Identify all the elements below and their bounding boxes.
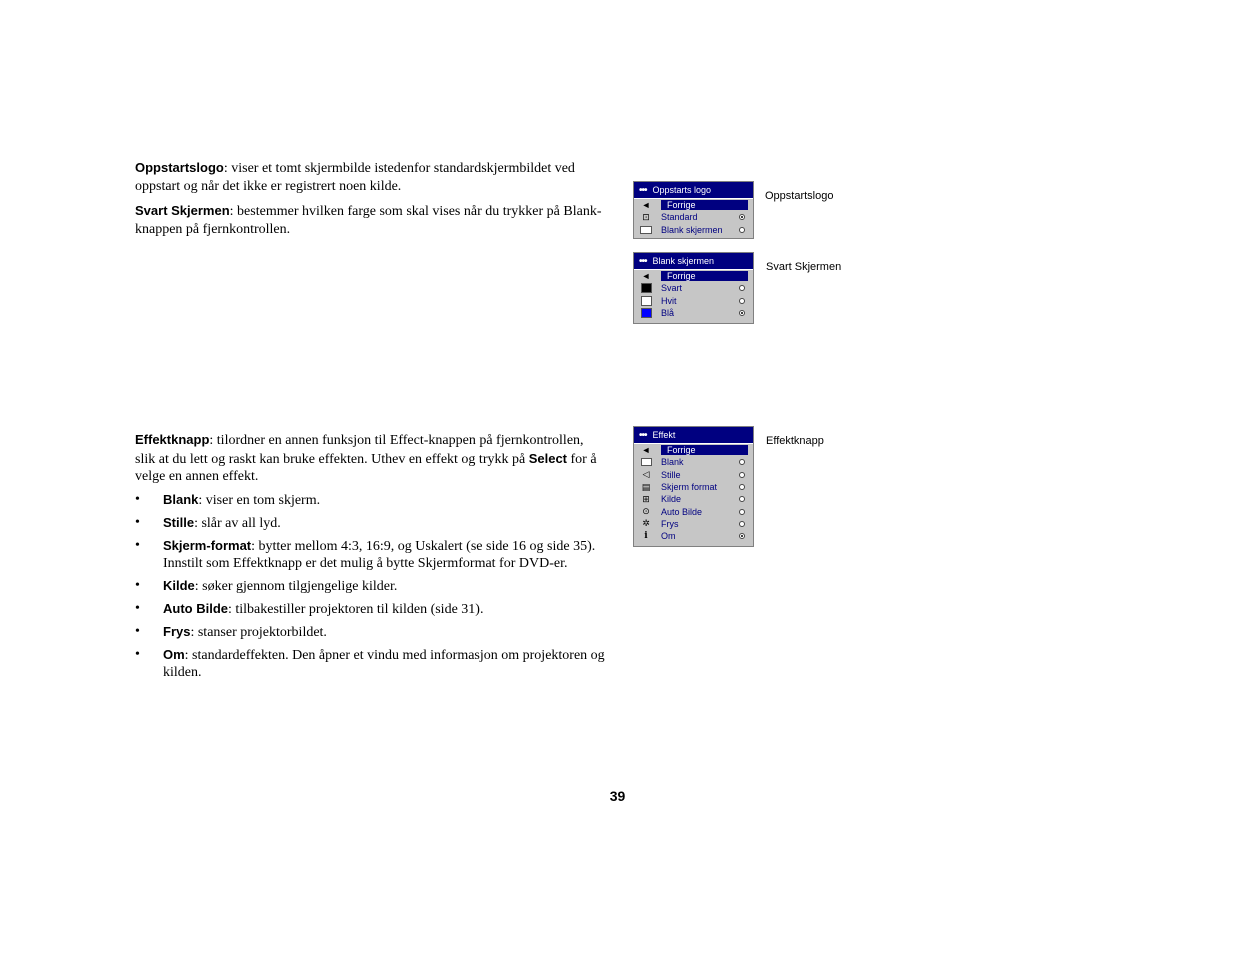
bullet-text: : bytter mellom 4:3, 16:9, og Uskalert (se side 16 og side 35). Innstilt som Effektknapp er det mulig å bytte Skjermformat for DVD-er. [163,539,596,571]
menu-item-om[interactable] [634,530,753,542]
blue-swatch-icon [639,308,653,318]
menu-item-label: Standard [661,212,698,223]
menu-dots-icon: ••• [639,255,647,267]
bullet-text: : viser en tom skjerm. [198,493,321,508]
menu-item-auto-bilde[interactable] [634,505,753,517]
radio-button[interactable] [739,227,745,233]
menu-blank-skjermen [633,252,754,324]
menu-item-label: Svart [661,283,683,294]
menu-title-bar [634,253,753,270]
blank-screen-icon [639,457,653,467]
radio-button[interactable] [739,472,745,478]
radio-button[interactable] [739,459,745,465]
radio-button[interactable] [739,310,745,316]
page-number: 39 [609,788,626,804]
bullet-dot: • [135,647,140,662]
black-swatch-icon [639,283,653,293]
bullet-text: : søker gjennom tilgjengelige kilder. [194,579,398,594]
list-item [135,491,605,509]
radio-button[interactable] [739,298,745,304]
white-swatch-icon [639,296,653,306]
paragraph-effektknapp [135,431,605,486]
menu-item-label: Blank skjermen [661,224,723,235]
menu-title: Effekt [652,430,676,440]
desc-oppstartslogo: : viser et tomt skjermbilde istedenfor standardskjermbildet ved oppstart og når det ikke er registrert noen kilde. [135,161,575,194]
radio-button[interactable] [739,533,745,539]
bullet-term: Kilde [163,578,195,593]
bullet-text: : slår av all lyd. [194,516,281,531]
source-icon: ⊞ [642,493,650,504]
bullet-text: : standardeffekten. Den åpner et vindu med informasjon om projektoren og kilden. [163,648,605,680]
back-arrow-icon: ◄ [641,200,651,211]
info-icon: i [644,531,648,542]
menu-item-label: Stille [661,469,681,480]
list-item [135,623,605,641]
bullet-term: Auto Bilde [163,601,228,616]
menu-item-forrige[interactable] [634,444,753,456]
menu-item-frys[interactable] [634,518,753,530]
bullet-dot: • [135,624,140,639]
radio-button[interactable] [739,521,745,527]
menu-item-label: Blå [661,308,675,319]
caption-svart-skjermen: Svart Skjermen [766,261,842,273]
menu-item-label: Forrige [661,200,748,210]
menu-item-stille[interactable] [634,469,753,481]
bullet-term: Skjerm-format [163,538,252,553]
list-item [135,600,605,618]
radio-button[interactable] [739,285,745,291]
effect-bullet-list [135,491,605,686]
menu-item-label: Hvit [661,295,677,306]
radio-button[interactable] [739,214,745,220]
menu-item-blank-skjermen[interactable] [634,224,753,236]
menu-item-label: Blank [661,457,684,468]
back-arrow-icon: ◄ [641,445,651,456]
bullet-dot: • [135,492,140,507]
menu-item-hvit[interactable] [634,295,753,307]
bullet-term: Blank [163,492,199,507]
menu-item-label: Om [661,531,676,542]
list-item [135,646,605,681]
menu-item-label: Forrige [661,271,748,281]
menu-title: Blank skjermen [652,256,715,266]
blank-screen-icon [639,225,653,235]
network-icon: ⊡ [642,211,650,222]
bullet-dot: • [135,578,140,593]
term-select: Select [528,450,568,466]
menu-item-label: Skjerm format [661,482,718,493]
menu-item-label: Forrige [661,445,748,455]
caption-oppstartslogo: Oppstartslogo [765,190,834,202]
bullet-dot: • [135,538,140,553]
back-arrow-icon: ◄ [641,271,651,282]
radio-button[interactable] [739,484,745,490]
bullet-term: Om [163,647,185,662]
paragraph-svart-skjermen [135,202,605,238]
paragraph-oppstartslogo [135,159,605,195]
screen-format-icon: ▤ [641,481,651,492]
list-item [135,537,605,572]
bullet-term: Stille [163,515,195,530]
term-oppstartslogo: Oppstartslogo [135,160,224,175]
radio-button[interactable] [739,496,745,502]
bullet-dot: • [135,515,140,530]
mute-speaker-icon: ◁ [642,469,650,480]
auto-image-icon: ⊙ [642,506,650,517]
menu-dots-icon: ••• [639,184,647,196]
menu-item-standard[interactable] [634,211,753,223]
bullet-term: Frys [163,624,191,639]
list-item [135,514,605,532]
menu-item-skjerm-format[interactable] [634,481,753,493]
menu-item-svart[interactable] [634,282,753,294]
menu-item-forrige[interactable] [634,270,753,282]
bullet-text: : tilbakestiller projektoren til kilden (side 31). [228,602,484,617]
menu-effekt [633,426,754,547]
menu-title-bar [634,182,753,199]
term-svart-skjermen: Svart Skjermen [135,203,230,218]
term-effektknapp: Effektknapp [135,432,210,447]
menu-item-blank[interactable] [634,456,753,468]
desc-svart-skjermen: : bestemmer hvilken farge som skal vises når du trykker på Blank-knappen på fjernkontrollen. [135,204,602,237]
menu-item-forrige[interactable] [634,199,753,211]
bullet-text: : stanser projektorbildet. [190,625,327,640]
freeze-snowflake-icon: ✲ [642,518,650,529]
menu-title-bar [634,427,753,444]
desc-effektknapp-a: : tilordner en annen funksjon til Effect-knappen på fjernkontrollen, slik at du lett og raskt kan bruke effekten. Uthev en effekt og trykk på [135,433,584,467]
menu-item-label: Auto Bilde [661,506,703,517]
menu-item-bla[interactable] [634,307,753,319]
radio-button[interactable] [739,509,745,515]
menu-dots-icon: ••• [639,429,647,441]
menu-item-label: Frys [661,518,679,529]
desc-effektknapp-b: for å velge en annen effekt. [135,451,597,484]
bullet-dot: • [135,601,140,616]
menu-title: Oppstarts logo [652,185,712,195]
caption-effektknapp: Effektknapp [766,435,824,447]
list-item [135,577,605,595]
menu-item-kilde[interactable] [634,493,753,505]
menu-oppstarts-logo [633,181,754,239]
menu-item-label: Kilde [661,494,682,505]
